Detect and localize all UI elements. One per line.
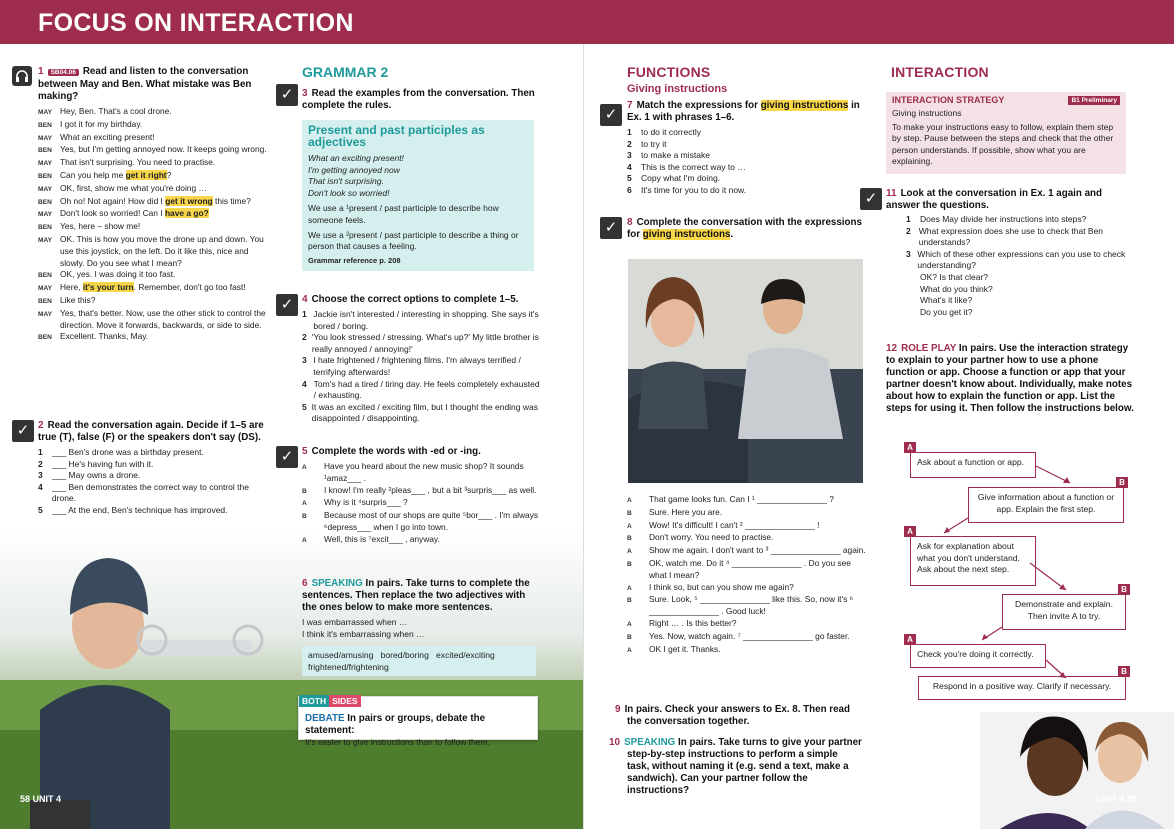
interaction-title: INTERACTION — [891, 64, 989, 80]
item-text: ___ May owns a drone. — [52, 470, 141, 481]
exercise-instruction: Look at the conversation in Ex. 1 again and answer the questions. — [886, 188, 1103, 211]
item-number: 3 — [627, 150, 632, 161]
strategy-title: INTERACTION STRATEGY — [892, 95, 1005, 105]
speaker-label: B — [627, 509, 632, 517]
step-speaker-label: B — [1118, 584, 1130, 595]
item-number: 2 — [302, 332, 307, 343]
speaker-label: A — [627, 646, 632, 654]
item-number: 5 — [302, 401, 307, 412]
speaker-label: MAY — [38, 236, 53, 244]
dialogue-text: I think so, but can you show me again? — [649, 581, 794, 592]
speaker-label: A — [302, 536, 307, 544]
grammar-reference[interactable]: Grammar reference p. 208 — [308, 255, 401, 265]
dialogue-text: Sure. Look, ⁵ _______________ like this. So, now it's ⁶ _______________ . Good luck! — [649, 594, 854, 617]
dialogue-text: OK I get it. Thanks. — [649, 643, 721, 654]
text-part: Oh no! Not again! How did I — [60, 195, 166, 206]
step-speaker-label: B — [1116, 477, 1128, 488]
exercise-8-block: ✓ 8 Complete the conversation with the expressions for giving instructions. — [600, 217, 862, 241]
speaker-label: BEN — [38, 297, 52, 305]
check-icon: ✓ — [276, 84, 298, 106]
level-badge: B1 Preliminary — [1068, 96, 1120, 105]
dialogue-text: Excellent. Thanks, May. — [60, 331, 149, 342]
grammar-example: I'm getting annoyed now — [308, 164, 400, 175]
debate-statement: It's easier to give instructions than to follow them. — [305, 737, 490, 747]
sentence-2: I think it's embarrassing when … — [302, 628, 425, 639]
text-part: . Remember, don't go too fast! — [133, 282, 246, 293]
check-icon: ✓ — [276, 446, 298, 468]
item-number: 1 — [627, 127, 632, 137]
item-text: Does May divide her instructions into steps? — [920, 214, 1087, 224]
page-title: FOCUS ON INTERACTION — [38, 9, 354, 37]
dialogue-text: Wow! It's difficult! I can't ² _______________ ! — [649, 519, 820, 530]
speaker-label: BEN — [38, 272, 52, 280]
exercise-instruction: Read the examples from the conversation. Then complete the rules. — [302, 88, 535, 111]
dialogue-text: Don't worry. You need to practise. — [649, 532, 774, 543]
speaker-label: MAY — [38, 109, 53, 116]
item-text: ___ At the end, Ben's technique has improved. — [52, 504, 228, 515]
speaker-label: MAY — [38, 211, 53, 219]
speaker-label: BEN — [38, 334, 52, 342]
dialogue-text: That game looks fun. Can I ¹ _______________ ? — [649, 494, 834, 504]
strategy-text: To make your instructions easy to follow, explain them step by step. Pause between the steps and check that the other person understands. If possible, show what you are explaining. — [892, 121, 1114, 167]
step-speaker-label: A — [904, 634, 916, 645]
check-icon: ✓ — [860, 188, 882, 210]
grammar-example: That isn't surprising. — [308, 176, 384, 187]
exercise-3: 3 Read the examples from the conversation. Then complete the rules. — [302, 88, 535, 111]
item-text: to do it correctly — [641, 127, 701, 137]
speaker-label: MAY — [38, 160, 53, 168]
audio-badge[interactable]: SB04.06 — [48, 69, 79, 76]
option-text: Do you get it? — [920, 306, 973, 317]
exercise-12: 12 ROLE PLAY In pairs. Use the interaction strategy to explain to your partner how to use a phone function or app. Choose a function or app that your partner doesn't know about. Individually, make notes about how to explain the function or app. List the steps for using it. Then follow the instructions below. — [886, 343, 1134, 414]
exercise-instruction: In pairs. Take turns to complete the sentences. Then replace the two adjectives with the ones below to make more sentences. — [302, 578, 530, 613]
exercise-instruction: Choose the correct options to complete 1–5. — [311, 294, 519, 305]
text-part: Can you help me — [60, 169, 126, 180]
functions-subtitle: Giving instructions — [627, 83, 728, 95]
dialogue-text: OK, watch me. Do it ⁴ _______________ . Do you see what I mean? — [649, 557, 851, 580]
flowchart-step: Give information about a function or app. Explain the first step. — [968, 487, 1124, 523]
highlighted-phrase: it's your turn — [82, 282, 134, 293]
debate-instruction: In pairs or groups, debate the statement: — [305, 713, 486, 736]
item-text: to try it — [641, 138, 667, 149]
item-text: It was an excited / exciting film, but I thought the ending was disappointed / disappointing. — [311, 401, 538, 424]
flowchart-step: Demonstrate and explain. Then invite A to try. — [1002, 594, 1126, 630]
exercise-instruction: Complete the words with -ed or -ing. — [311, 446, 481, 457]
item-number: 3 — [38, 470, 43, 481]
item-number: 4 — [38, 481, 43, 492]
check-icon: ✓ — [12, 420, 34, 442]
dialogue-text: Yes. Now, watch again. ⁷ _______________ go faster. — [649, 630, 850, 641]
speaker-label: B — [627, 535, 632, 543]
item-number: 4 — [627, 161, 632, 172]
grammar-rule-2: We use a ²present / past participle to describe a thing or person that causes a feeling. — [308, 229, 519, 252]
text-part: this time? — [212, 195, 251, 206]
speaker-label: BEN — [38, 224, 52, 232]
exercise-instruction: In pairs. Check your answers to Ex. 8. Then read the conversation together. — [624, 704, 850, 727]
item-text: 'You look stressed / stressing. What's up?' My little brother is really annoyed / annoying!' — [311, 332, 539, 354]
dialogue-text: That isn't surprising. You need to practise. — [60, 157, 216, 168]
item-text: to make a mistake — [641, 150, 710, 161]
step-speaker-label: A — [904, 526, 916, 537]
grammar-example: What an exciting present! — [308, 153, 404, 163]
exercise-number: 1 — [38, 66, 44, 77]
speaker-label: BEN — [38, 147, 52, 155]
dialogue-text: Yes, but I'm getting annoyed now. It keeps going wrong. — [60, 144, 267, 155]
exercise-11-block: ✓ 11 Look at the conversation in Ex. 1 again and answer the questions. 1 Does May divide her instructions into steps? 2 What expression does she use to check that Ben understands? 3 Which of these other expressions can you use to check understanding? OK? Is that clear? What do you think? What's it like? Do you get it? — [860, 188, 1136, 318]
highlighted-phrase: get it right — [125, 169, 167, 180]
item-text: ___ Ben's drone was a birthday present. — [52, 447, 204, 457]
item-text: Copy what I'm doing. — [641, 173, 721, 184]
flowchart-step: Ask for explanation about what you don't understand. Ask about the next step. — [910, 536, 1036, 586]
exercise-9: 9 In pairs. Check your answers to Ex. 8. Then read the conversation together. — [615, 704, 850, 727]
page-number-left: 58 UNIT 4 — [20, 794, 62, 804]
option-text: What's it like? — [920, 295, 973, 306]
text-part: ? — [166, 169, 172, 180]
option-text: What do you think? — [920, 283, 993, 294]
exercise-4-block: ✓ 4 Choose the correct options to complete 1–5. 1 Jackie isn't interested / interesting in shopping. She says it's bored / boring. 2 'You look stressed / stressing. What's up?' My little brother is really annoyed / annoying!' 3 I hate frightened / frightening films. I'm always terrified / terrifying afterwards! 4 Tom's had a tired / tiring day. He feels completely exhausted / exhausting. 5 It was an excited / exciting film, but I thought the ending was disappointed / disappointing. — [276, 294, 544, 425]
exercise-10: 10 SPEAKING In pairs. Take turns to give your partner step-by-step instructions to perform a simple task, without naming it (e.g. send a text, make a sandwich). Can your partner follow the instructions? — [609, 737, 862, 796]
dialogue-text: Because most of our shops are quite ⁵bor___ . I'm always ⁶depress___ when I go into town. — [324, 510, 539, 532]
speaker-label: A — [627, 548, 632, 556]
flowchart-step: Check you're doing it correctly. — [910, 644, 1046, 668]
dialogue-text: Like this? — [60, 294, 96, 305]
item-number: 3 — [302, 355, 307, 366]
exercise-5-block: ✓ 5 Complete the words with -ed or -ing. A Have you heard about the new music shop? It sounds ¹amaz___ . B I know! I'm really ²pleas___ , but a bit ³surpris___ as well. A Why is it ⁴surpris___ ? B Because most of our shops are quite ⁵bor___ . I'm always ⁶depress___ when I go into town. A Well, this is ⁷excit___ , anyway. — [276, 446, 544, 547]
dialogue-text: Well, this is ⁷excit___ , anyway. — [324, 533, 440, 544]
item-text: Tom's had a tired / tiring day. He feels completely exhausted / exhausting. — [313, 378, 540, 401]
item-text: Which of these other expressions can you use to check understanding? — [917, 248, 1126, 271]
speaker-label: BEN — [38, 172, 52, 180]
item-number: 4 — [302, 378, 307, 389]
speaker-label: B — [627, 597, 632, 605]
flowchart-step: Respond in a positive way. Clarify if necessary. — [918, 676, 1126, 700]
option-text: OK? Is that clear? — [920, 271, 989, 282]
speaker-label: MAY — [38, 134, 53, 142]
exercise-instruction: In pairs. Use the interaction strategy to explain to your partner how to use a phone function or app. Choose a function or app that your partner doesn't know about. Individually, make notes about how to explain the function or app. List the steps for using it. Then follow the instructions below. — [886, 343, 1134, 414]
dialogue-text: I got it for my birthday. — [60, 118, 143, 129]
item-text: It's time for you to do it now. — [641, 184, 747, 195]
exercise-6: 6 SPEAKING In pairs. Take turns to complete the sentences. Then replace the two adjectives with the ones below to make more sentences. I was embarrassed when … I think it's embarrassing when … amused/amusing bored/boring excited/exciting frightened/frightening — [302, 578, 542, 676]
speaker-label: BEN — [38, 121, 52, 129]
grammar-rule-1: We use a ¹present / past participle to describe how someone feels. — [308, 203, 499, 225]
speaker-label: A — [627, 620, 632, 628]
check-icon: ✓ — [600, 217, 622, 239]
item-number: 1 — [38, 447, 43, 457]
grammar-box-title: Present and past participles as adjectives — [308, 123, 485, 149]
item-text: Jackie isn't interested / interesting in shopping. She says it's bored / boring. — [313, 309, 539, 331]
speaker-label: BEN — [38, 198, 52, 206]
item-number: 1 — [302, 309, 307, 319]
speaker-label: A — [627, 584, 632, 592]
item-text: I hate frightened / frightening films. I'm always terrified / terrifying afterwards! — [313, 355, 521, 377]
dialogue-text: What an exciting present! — [60, 131, 155, 142]
dialogue-text: OK. This is how you move the drone up and down. You use this joystick, on the left. Do it like this, nice and slowly. Do you see what I mean? — [60, 233, 264, 268]
dialogue-text: Right … . Is this better? — [649, 617, 737, 628]
item-number: 5 — [627, 173, 632, 184]
two-girls-phone-photo — [980, 712, 1174, 829]
dialogue-text: I know! I'm really ²pleas___ , but a bit ³surpris___ as well. — [324, 484, 537, 495]
item-number: 1 — [906, 214, 911, 224]
step-speaker-label: A — [904, 442, 916, 453]
speaker-label: A — [627, 497, 632, 504]
grammar-example: Don't look so worried! — [308, 187, 390, 198]
step-speaker-label: B — [1118, 666, 1130, 677]
speaker-label: B — [627, 560, 632, 568]
word-box: amused/amusing bored/boring excited/exciting frightened/frightening — [302, 646, 536, 676]
item-number: 2 — [38, 458, 43, 469]
dialogue-text: Yes, that's better. Now, use the other stick to control the direction. Move it forwards, backwards, or side to side. — [60, 307, 266, 330]
item-number: 2 — [906, 225, 911, 236]
speaker-label: A — [627, 522, 632, 530]
item-number: 2 — [627, 138, 632, 149]
speaker-label: MAY — [38, 310, 53, 318]
dialogue-text: Hey, Ben. That's a cool drone. — [60, 106, 172, 116]
debate-label: DEBATE — [305, 713, 345, 724]
item-text: This is the correct way to … — [641, 161, 746, 172]
strategy-subtitle: Giving instructions — [892, 108, 962, 118]
exercise-number: 2 — [38, 420, 44, 431]
grammar-title: GRAMMAR 2 — [302, 64, 389, 80]
item-number: 5 — [38, 504, 43, 515]
item-text: ___ He's having fun with it. — [52, 458, 154, 469]
flowchart-step: Ask about a function or app. — [910, 452, 1036, 478]
speaker-label: MAY — [38, 285, 53, 293]
dialogue-text: Sure. Here you are. — [649, 506, 723, 517]
check-icon: ✓ — [600, 104, 622, 126]
speaker-label: A — [302, 464, 307, 471]
item-text: What expression does she use to check that Ben understands? — [918, 225, 1104, 248]
highlighted-phrase: have a go? — [164, 208, 209, 219]
speaker-label: MAY — [38, 185, 53, 193]
item-text: ___ Ben demonstrates the correct way to control the drone. — [51, 481, 249, 504]
both-sides-label: BOTH SIDES — [299, 696, 361, 706]
page-number-right: UNIT 4 59 — [1096, 794, 1138, 804]
dialogue-text: Yes, here – show me! — [60, 221, 141, 232]
dialogue-text: Show me again. I don't want to ³ _______________ again. — [649, 545, 866, 556]
speaker-label: A — [302, 500, 307, 508]
text-part: Here, — [60, 282, 83, 293]
item-number: 3 — [906, 248, 911, 259]
speaker-label: B — [302, 487, 307, 495]
item-number: 6 — [627, 184, 632, 195]
sentence-1: I was embarrassed when … — [302, 617, 408, 627]
dialogue-text: Why is it ⁴surpris___ ? — [324, 497, 408, 508]
highlighted-phrase: get it wrong — [165, 195, 213, 206]
text-part: Don't look so worried! Can I — [60, 208, 165, 219]
exercise-instruction: In pairs. Take turns to give your partner step-by-step instructions to perform a simple task, without naming it (e.g. send a text, make a sandwich). Can your partner follow the instructions? — [627, 737, 862, 796]
speaker-label: B — [627, 633, 632, 641]
functions-title: FUNCTIONS — [627, 64, 711, 80]
dialogue-text: OK, first, show me what you're doing … — [60, 182, 207, 193]
check-icon: ✓ — [276, 294, 298, 316]
exercise-instruction: Read the conversation again. Decide if 1–5 are true (T), false (F) or the speakers don't say (DS). — [38, 420, 264, 443]
exercise-instruction: Read and listen to the conversation between May and Ben. What mistake was Ben making? — [38, 66, 252, 102]
dialogue-text: Have you heard about the new music shop? It sounds ¹amaz___ . — [324, 461, 524, 483]
speaker-label: B — [302, 513, 307, 521]
dialogue-text: OK, yes. I was doing it too fast. — [60, 269, 176, 280]
exercise-7: 7 Match the expressions for giving instructions in Ex. 1 with phrases 1–6. — [627, 100, 860, 123]
